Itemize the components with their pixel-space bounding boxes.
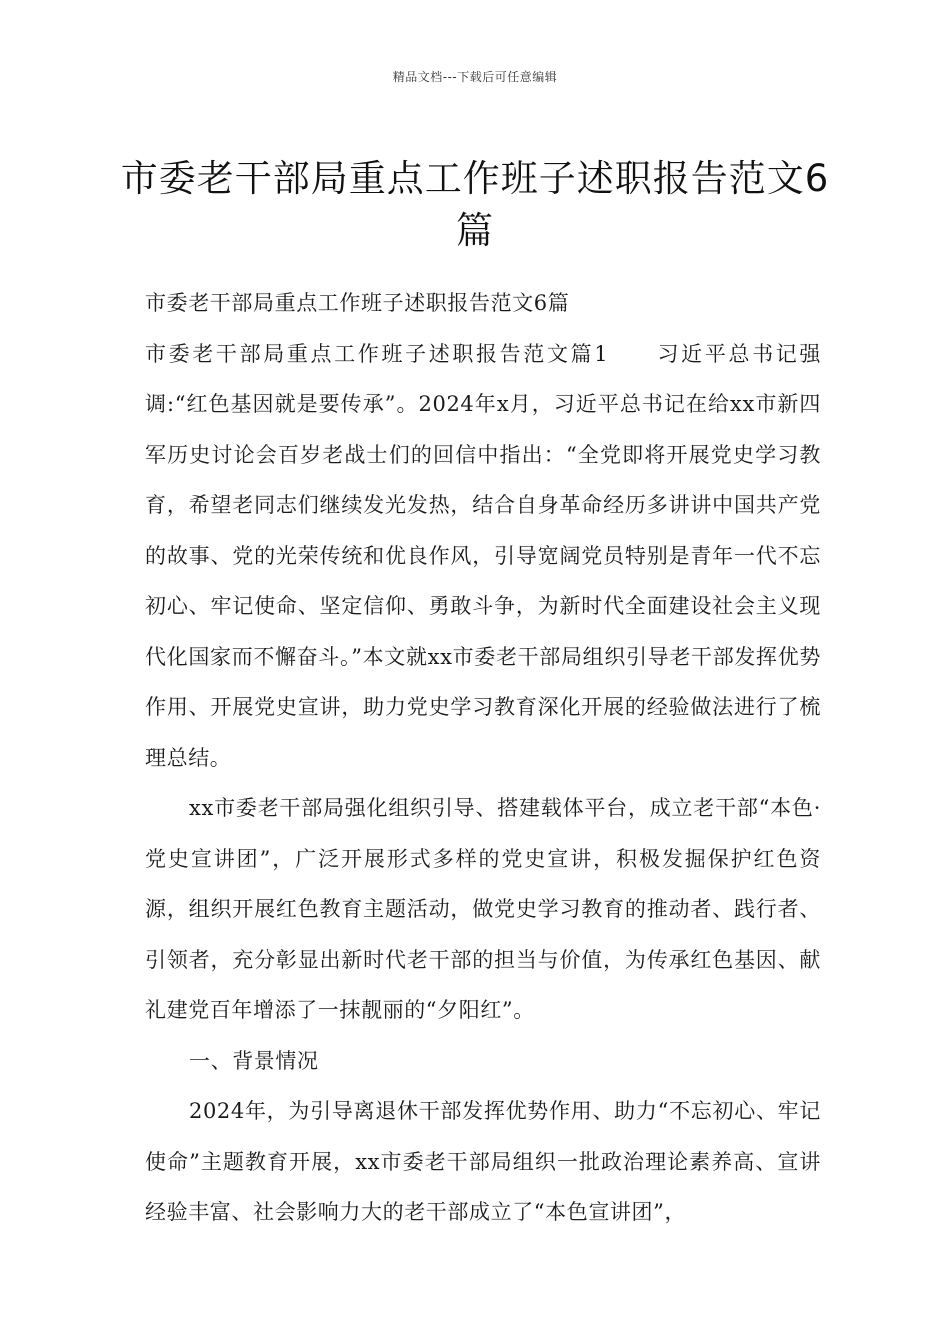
paragraph-summary: xx市委老干部局强化组织引导、搭建载体平台，成立老干部“本色·党史宣讲团”，广泛开展形式多样的党史宣讲，积极发掘保护红色资源，组织开展红色教育主题活动，做党史学习教育的推动者、践行者、引领者，充分彰显出新时代老干部的担当与价值，为传承红色基因、献礼建党百年增添了一抹靓丽的“夕阳红”。 [145,796,821,1022]
paragraph-intro: 市委老干部局重点工作班子述职报告范文篇1 习近平总书记强调:“红色基因就是要传承”。2024年x月，习近平总书记在给xx市新四军历史讨论会百岁老战士们的回信中指出：“全党即将开展党史学习教育，希望老同志们继续发光发热，结合自身革命经历多讲讲中国共产党的故事、党的光荣传统和优良作风，引导宽阔党员特别是青年一代不忘初心、牢记使命、坚定信仰、勇敢斗争，为新时代全面建设社会主义现代化国家而不懈奋斗。”本文就xx市委老干部局组织引导老干部发挥优势作用、开展党史宣讲，助力党史学习教育深化开展的经验做法进行了梳理总结。 [145,341,821,770]
paragraph-background: 2024年，为引导离退休干部发挥优势作用、助力“不忘初心、牢记使命”主题教育开展，xx市委老干部局组织一批政治理论素养高、宣讲经验丰富、社会影响力大的老干部成立了“本色宣讲团”， [145,1099,821,1224]
document-body [145,278,821,1238]
subtitle-line: 市委老干部局重点工作班子述职报告范文6篇 [145,291,570,315]
section-heading-background: 一、背景情况 [189,1048,319,1073]
header-note: 精品文档---下载后可任意编辑 [392,70,558,84]
page-title: 市委老干部局重点工作班子述职报告范文6篇 [120,156,830,252]
